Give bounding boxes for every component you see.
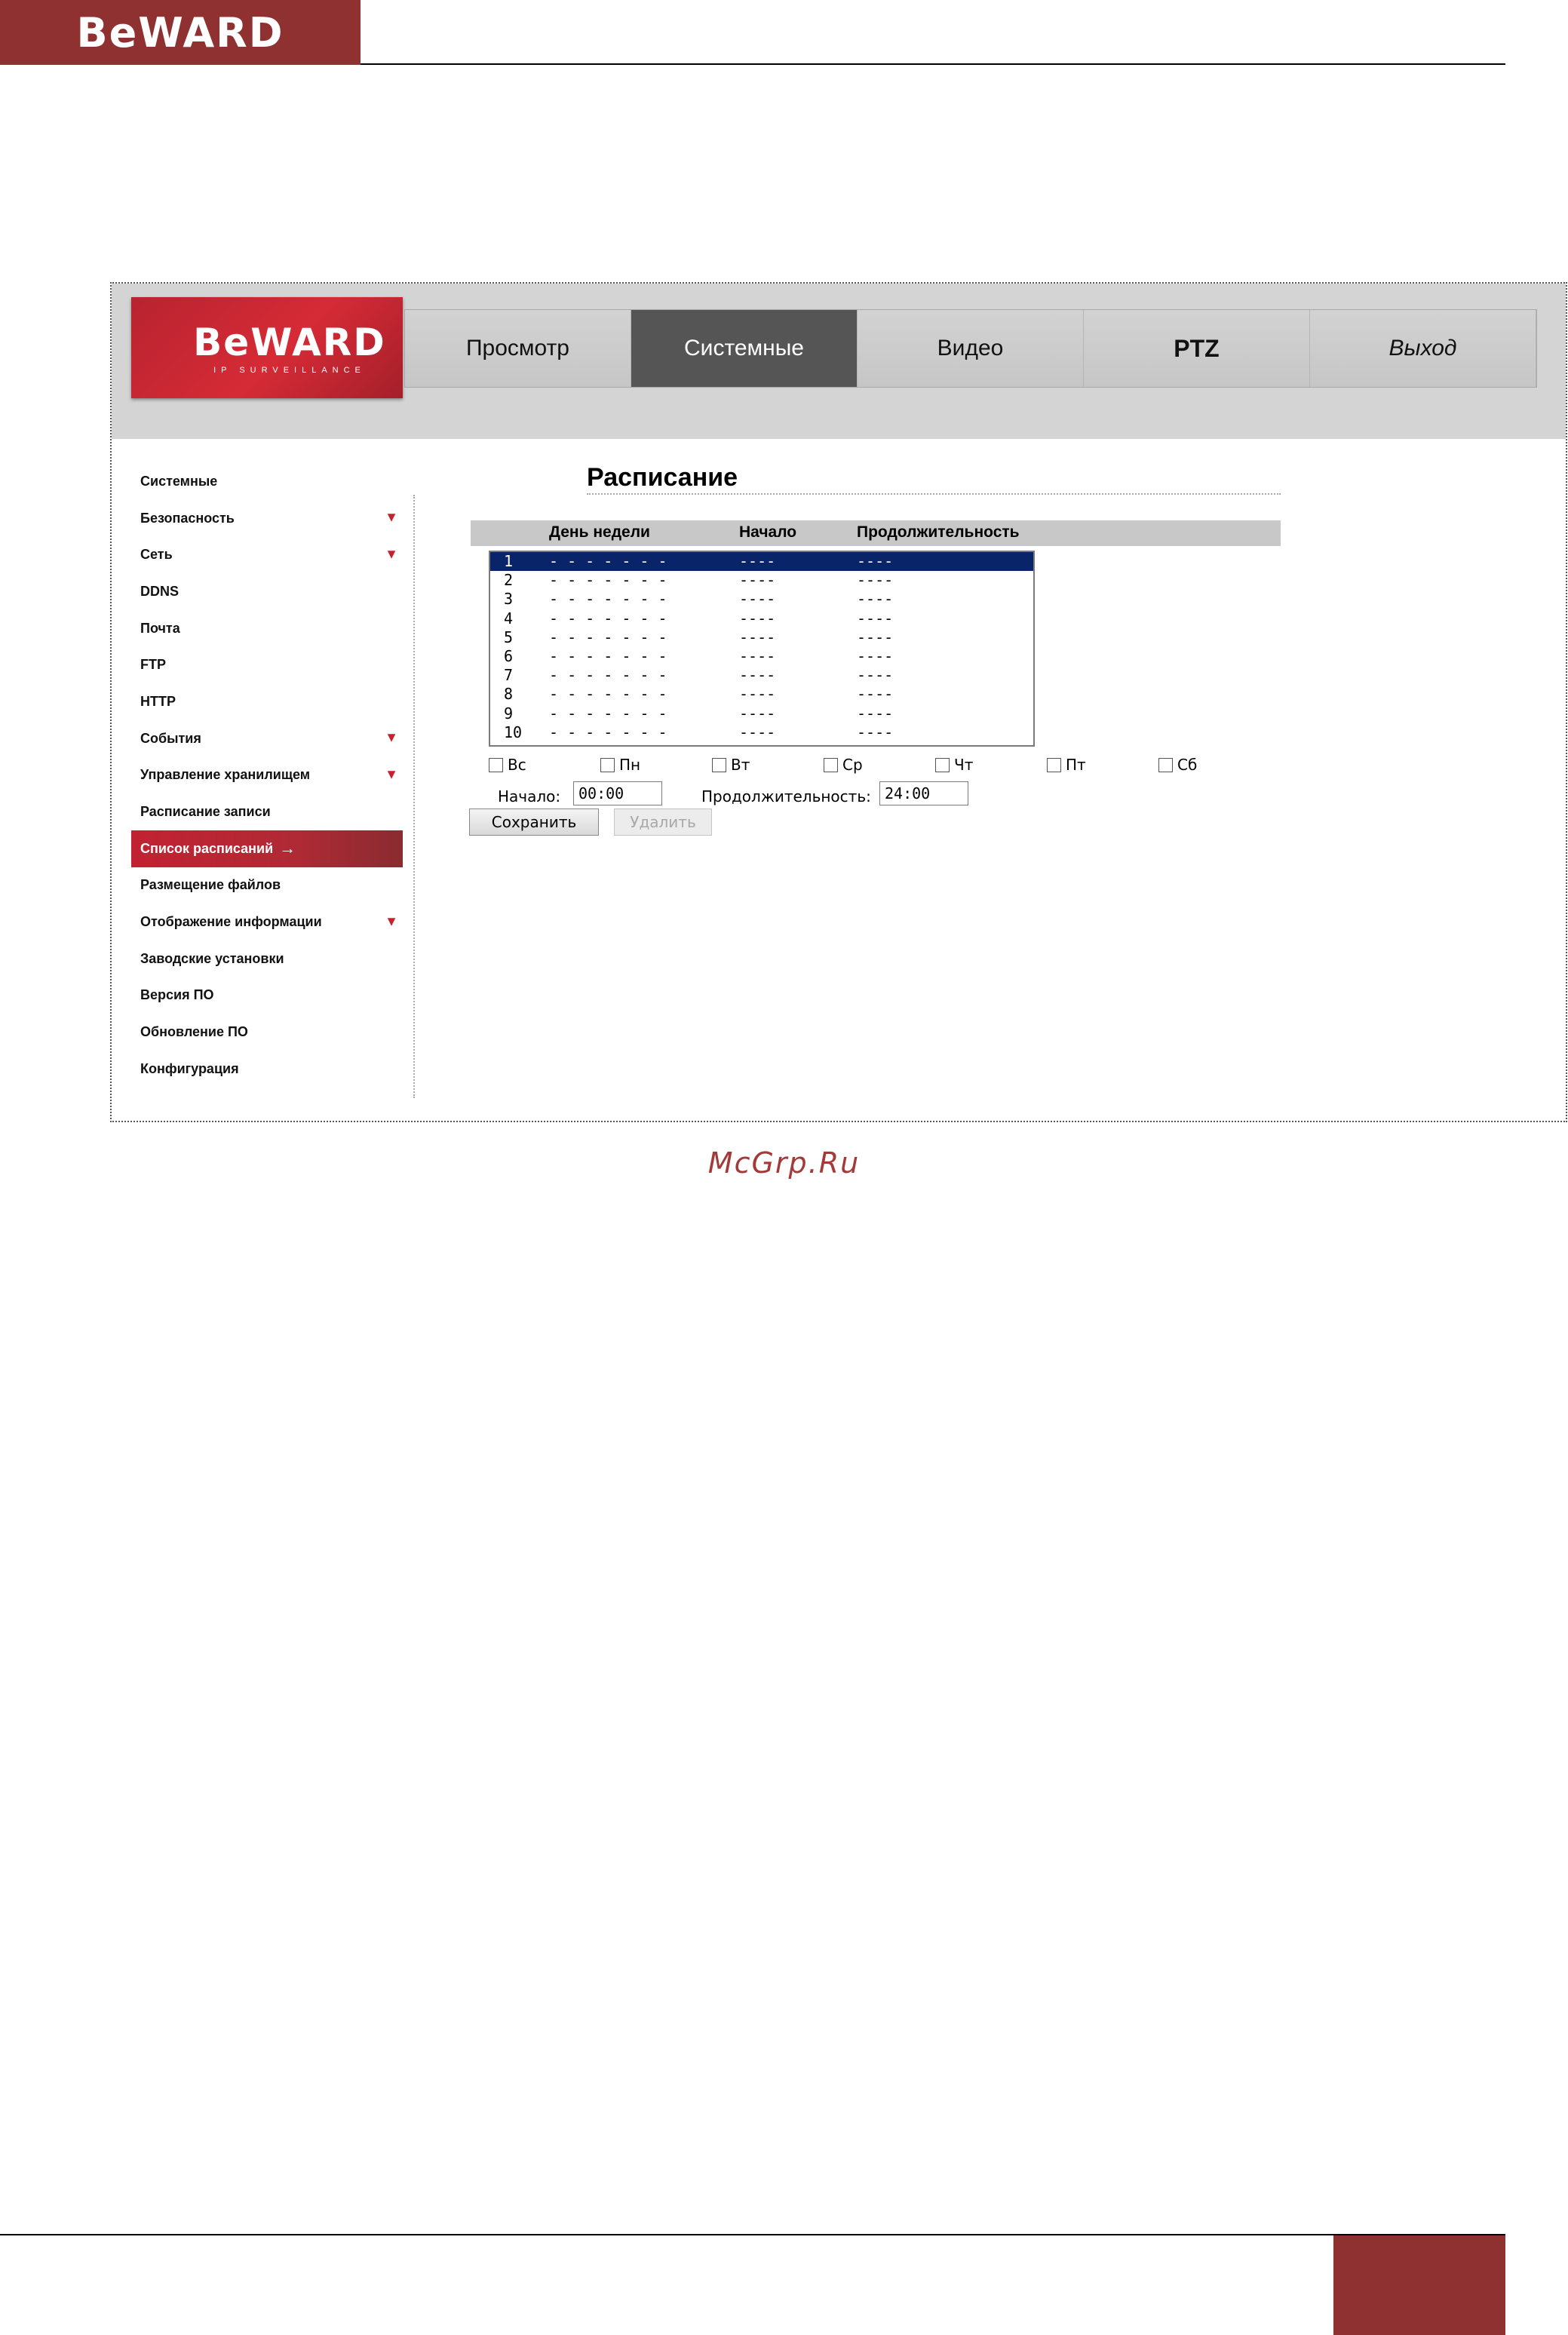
sidebar-item-osd[interactable]: [131, 904, 403, 940]
row-duration: ----: [857, 704, 894, 723]
row-duration: ----: [857, 627, 894, 646]
sidebar-item-label: Конфигурация: [140, 1060, 239, 1076]
sidebar-item-label: Список расписаний: [140, 840, 274, 856]
expand-arrow-icon: ▼: [385, 546, 398, 562]
sidebar-item-label: Безопасность: [140, 510, 235, 526]
row-duration: ----: [857, 609, 894, 627]
schedule-row[interactable]: [490, 704, 1033, 723]
day-checkbox-fri[interactable]: [1047, 756, 1086, 774]
day-label: Сб: [1177, 756, 1198, 774]
row-duration: ----: [857, 571, 894, 590]
sidebar-item-file-placement[interactable]: [131, 867, 403, 904]
sidebar-item-mail[interactable]: [131, 610, 403, 647]
expand-arrow-icon: ▼: [385, 766, 398, 782]
checkbox[interactable]: [489, 758, 503, 772]
day-label: Вт: [731, 756, 750, 774]
row-number: 8: [504, 685, 514, 704]
sidebar-item-label: Заводские установки: [140, 950, 284, 966]
row-days: - - - - - - -: [549, 552, 667, 570]
day-checkbox-tue[interactable]: [712, 756, 750, 774]
sidebar-item-schedule-list[interactable]: [131, 830, 403, 867]
sidebar-item-events[interactable]: [131, 720, 403, 757]
schedule-row[interactable]: [490, 571, 1033, 590]
app-logo-text: BeWARD: [193, 321, 386, 364]
sidebar-item-http[interactable]: [131, 683, 403, 720]
delete-button[interactable]: Удалить: [614, 809, 712, 836]
nav-tab-logout[interactable]: Выход: [1310, 310, 1536, 387]
document-header-logo-block: [0, 0, 361, 65]
checkbox[interactable]: [1047, 758, 1061, 772]
save-button[interactable]: Сохранить: [469, 809, 599, 836]
nav-tab-ptz[interactable]: PTZ: [1084, 310, 1310, 387]
sidebar-item-label: Версия ПО: [140, 987, 214, 1003]
row-days: - - - - - - -: [549, 609, 667, 627]
checkbox[interactable]: [712, 758, 726, 772]
duration-input[interactable]: 24:00: [879, 781, 968, 805]
weekday-checkboxes: [489, 756, 1318, 778]
row-number: 10: [504, 723, 523, 741]
column-header-duration: Продолжительность: [857, 523, 1020, 541]
schedule-row[interactable]: [490, 723, 1033, 742]
schedule-row[interactable]: [490, 647, 1033, 666]
checkbox[interactable]: [600, 758, 615, 772]
sidebar-item-ftp[interactable]: [131, 646, 403, 683]
row-number: 4: [504, 609, 514, 627]
row-start: ----: [739, 571, 776, 590]
row-number: 5: [504, 627, 514, 646]
row-duration: ----: [857, 552, 894, 570]
sidebar-item-label: Размещение файлов: [140, 877, 281, 893]
arrow-right-icon: →: [279, 839, 296, 858]
sidebar-item-label: Системные: [140, 473, 218, 489]
row-days: - - - - - - -: [549, 627, 667, 646]
sidebar-item-label: Отображение информации: [140, 914, 322, 930]
time-form-row: [484, 781, 1088, 809]
sidebar-item-label: Почта: [140, 620, 180, 636]
column-header-day: День недели: [549, 523, 650, 541]
main-nav: [404, 309, 1537, 388]
nav-tab-video[interactable]: Видео: [858, 310, 1084, 387]
sidebar-item-label: DDNS: [140, 583, 180, 599]
sidebar-item-firmware-update[interactable]: [131, 1014, 403, 1051]
sidebar-item-label: Управление хранилищем: [140, 767, 311, 783]
row-duration: ----: [857, 723, 894, 741]
page-title-text: Расписание: [587, 463, 738, 492]
sidebar-item-network[interactable]: [131, 536, 403, 573]
app-logo: [131, 297, 403, 398]
row-duration: ----: [857, 666, 894, 685]
column-header-start: Начало: [739, 523, 797, 541]
expand-arrow-icon: ▼: [385, 913, 398, 929]
day-checkbox-thu[interactable]: [935, 756, 973, 774]
row-start: ----: [739, 646, 776, 665]
schedule-row[interactable]: [490, 552, 1033, 571]
schedule-list[interactable]: [489, 551, 1035, 747]
day-checkbox-mon[interactable]: [600, 756, 640, 774]
row-number: 3: [504, 590, 514, 609]
screenshot-frame: [110, 282, 1567, 1122]
document-footer-block: [1333, 2235, 1505, 2335]
document-header-rule: [361, 63, 1505, 65]
schedule-row[interactable]: [490, 628, 1033, 647]
day-label: Пн: [619, 756, 641, 774]
row-days: - - - - - - -: [549, 685, 667, 704]
sidebar-item-configuration[interactable]: [131, 1051, 403, 1088]
sidebar-item-factory-reset[interactable]: [131, 940, 403, 977]
row-start: ----: [739, 666, 776, 685]
checkbox[interactable]: [1158, 758, 1173, 772]
start-label: Начало:: [498, 787, 561, 805]
row-start: ----: [739, 723, 776, 741]
row-number: 2: [504, 571, 514, 590]
sidebar-item-label: HTTP: [140, 693, 176, 709]
document-footer-rule: [0, 2234, 1505, 2235]
schedule-row[interactable]: [490, 666, 1033, 685]
schedule-row[interactable]: [490, 590, 1033, 609]
sidebar-item-security[interactable]: [131, 500, 403, 537]
app-logo-subtitle: IP SURVEILLANCE: [213, 366, 366, 375]
nav-tab-view[interactable]: Просмотр: [405, 310, 631, 387]
schedule-table-header: [471, 520, 1281, 546]
day-label: Чт: [954, 756, 974, 774]
row-days: - - - - - - -: [549, 646, 667, 665]
sidebar-item-record-schedule[interactable]: [131, 793, 403, 830]
schedule-row[interactable]: [490, 685, 1033, 704]
sidebar-item-system[interactable]: [131, 463, 403, 500]
row-start: ----: [739, 704, 776, 723]
nav-tab-system[interactable]: Системные: [631, 310, 858, 387]
schedule-row[interactable]: [490, 609, 1033, 628]
day-checkbox-sun[interactable]: [489, 756, 526, 774]
row-number: 9: [504, 704, 514, 723]
checkbox[interactable]: [935, 758, 950, 772]
sidebar-item-storage[interactable]: [131, 757, 403, 794]
row-start: ----: [739, 552, 776, 570]
row-start: ----: [739, 590, 776, 609]
sidebar-item-label: FTP: [140, 657, 166, 673]
row-days: - - - - - - -: [549, 590, 667, 609]
row-start: ----: [739, 685, 776, 704]
duration-label: Продолжительность:: [701, 787, 871, 805]
watermark: McGrp.Ru: [707, 1146, 861, 1180]
sidebar: [131, 463, 403, 1088]
checkbox[interactable]: [824, 758, 838, 772]
row-start: ----: [739, 627, 776, 646]
day-label: Ср: [842, 756, 863, 774]
day-label: Пт: [1066, 756, 1086, 774]
row-number: 1: [504, 552, 514, 570]
row-days: - - - - - - -: [549, 723, 667, 741]
sidebar-item-firmware-version[interactable]: [131, 977, 403, 1014]
sidebar-divider: [413, 495, 415, 1098]
day-checkbox-wed[interactable]: [824, 756, 863, 774]
day-label: Вс: [508, 756, 526, 774]
row-days: - - - - - - -: [549, 571, 667, 590]
sidebar-item-ddns[interactable]: [131, 573, 403, 610]
row-start: ----: [739, 609, 776, 627]
sidebar-item-label: Обновление ПО: [140, 1024, 248, 1040]
sidebar-item-label: Расписание записи: [140, 804, 271, 820]
sidebar-item-label: События: [140, 730, 201, 746]
row-number: 6: [504, 646, 514, 665]
row-duration: ----: [857, 590, 894, 609]
day-checkbox-sat[interactable]: [1158, 756, 1197, 774]
document-header-logo: BeWARD: [76, 8, 284, 57]
sidebar-item-label: Сеть: [140, 547, 173, 563]
row-days: - - - - - - -: [549, 666, 667, 685]
row-duration: ----: [857, 685, 894, 704]
expand-arrow-icon: ▼: [385, 729, 398, 745]
page-title: [587, 463, 1281, 495]
start-time-input[interactable]: 00:00: [573, 781, 662, 805]
expand-arrow-icon: ▼: [385, 509, 398, 525]
row-number: 7: [504, 666, 514, 685]
row-days: - - - - - - -: [549, 704, 667, 723]
row-duration: ----: [857, 646, 894, 665]
